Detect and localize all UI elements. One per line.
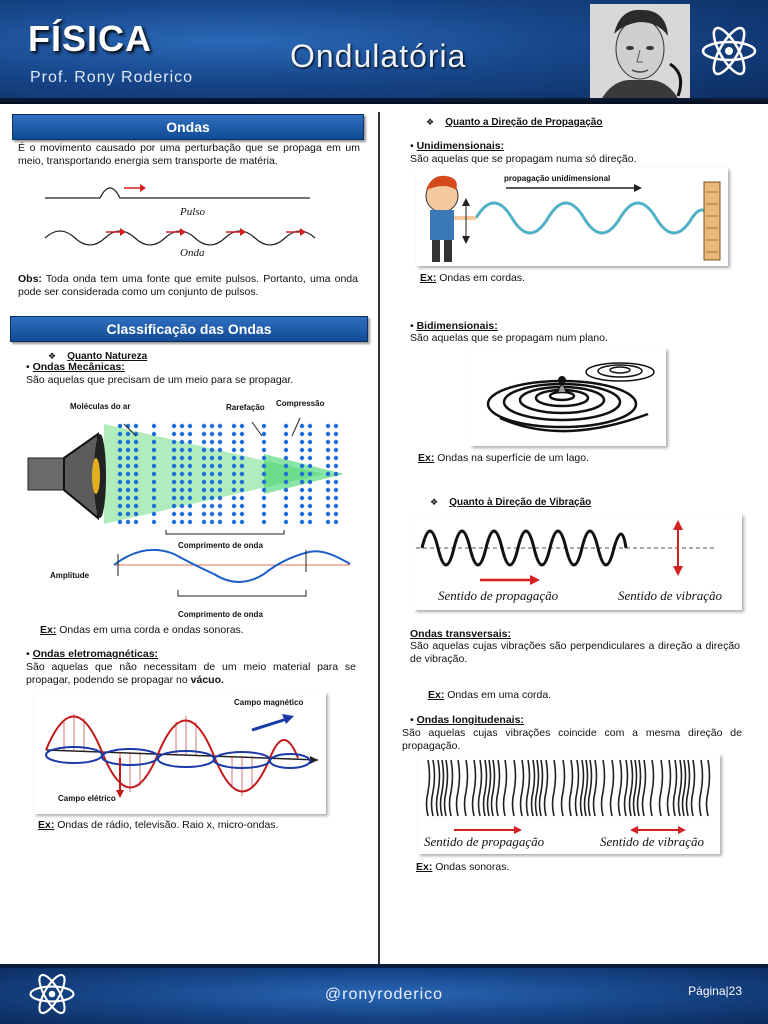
- sound-wave-diagram: [24, 394, 360, 614]
- eletro-body: São aquelas que não necessitam de um meio material para se propagar, podendo se propagar no: [26, 661, 356, 686]
- label-sentido-propagacao: Sentido de propagação: [438, 588, 559, 603]
- uni-text: São aquelas que se propagam numa só direção.: [410, 153, 637, 165]
- quanto-direcao-vib-label: Quanto à Direção de Vibração: [449, 497, 592, 508]
- mecanicas-heading: • Ondas Mecânicas:: [26, 361, 125, 373]
- header-professor: Prof. Rony Roderico: [30, 69, 194, 86]
- ex-label: Ex:: [416, 861, 433, 873]
- ex-mecanicas-text: Ondas em uma corda e ondas sonoras.: [59, 624, 244, 636]
- obs-text: [18, 273, 358, 299]
- page-indicator: Página|23: [688, 984, 742, 998]
- longitudinais-text: São aquelas cujas vibrações coincide com a mesma direção de propagação.: [402, 727, 742, 752]
- quanto-direcao-vibracao-heading: ❖ Quanto à Direção de Vibração: [430, 497, 592, 508]
- uni-title: Unidimensionais:: [416, 140, 505, 152]
- transversais-text: São aquelas cujas vibrações são perpendiculares a direção a direção de vibração.: [410, 640, 740, 665]
- quanto-natureza-heading: ❖ Quanto Natureza: [48, 351, 148, 362]
- atom-icon: [700, 22, 758, 80]
- page-number: 23: [728, 984, 742, 998]
- social-handle: @ronyroderico: [324, 986, 444, 1003]
- label-comprimento-onda-2: Comprimento de onda: [178, 610, 263, 619]
- ex-eletro-text: Ondas de rádio, televisão. Raio x, micro-ondas.: [57, 819, 279, 831]
- ex-label: Ex:: [420, 272, 437, 284]
- ex-bi: [418, 452, 589, 465]
- ex-label: Ex:: [40, 624, 57, 636]
- label-amplitude: Amplitude: [50, 571, 90, 580]
- quanto-direcao-propagacao-heading: ❖ Quanto a Direção de Propagação: [426, 117, 603, 128]
- ex-transv-text: Ondas em uma corda.: [447, 689, 552, 701]
- ex-transv: [428, 689, 551, 702]
- ex-uni-text: Ondas em cordas.: [439, 272, 526, 284]
- bi-title: Bidimensionais:: [416, 320, 498, 332]
- label-sentido-vibracao: Sentido de vibração: [618, 588, 722, 603]
- ex-label: Ex:: [428, 689, 445, 701]
- eletro-title: Ondas eletromagnéticas:: [32, 648, 159, 660]
- ex-uni: [420, 272, 525, 285]
- intro-text: É o movimento causado por uma perturbação que se propaga em um meio, transportando energia sem transporte de matéria.: [18, 142, 360, 167]
- longitudinais-heading: • Ondas longitudenais:: [410, 714, 524, 726]
- column-divider: [378, 112, 380, 964]
- bi-text: São aquelas que se propagam num plano.: [410, 332, 608, 344]
- ex-bi-text: Ondas na superfície de um lago.: [437, 452, 590, 464]
- label-moleculas: Moléculas do ar: [70, 402, 131, 411]
- transversais-title: Ondas transversais:: [410, 628, 511, 640]
- ex-long-text: Ondas sonoras.: [435, 861, 510, 873]
- section-banner-classificacao: Classificação das Ondas: [10, 316, 368, 342]
- label-sentido-vibracao-2: Sentido de vibração: [600, 834, 704, 849]
- pulse-label: Pulso: [180, 206, 206, 218]
- page-label: Página: [688, 984, 726, 998]
- quanto-natureza-label: Quanto Natureza: [67, 351, 148, 362]
- bi-heading: • Bidimensionais:: [410, 320, 498, 332]
- ex-eletro: [38, 819, 278, 832]
- label-sentido-propagacao-2: Sentido de propagação: [424, 834, 545, 849]
- label-campo-eletrico: Campo elétrico: [58, 794, 116, 803]
- professor-portrait: [590, 4, 690, 102]
- ex-long: [416, 861, 509, 874]
- header-subject: Ondulatória: [290, 38, 467, 74]
- uni-heading: • Unidimensionais:: [410, 140, 505, 152]
- ex-mecanicas: [40, 624, 244, 637]
- page-footer: [0, 964, 768, 1024]
- eletro-vacuo: vácuo.: [190, 674, 224, 686]
- ex-label: Ex:: [38, 819, 55, 831]
- mecanicas-title: Ondas Mecânicas:: [32, 361, 125, 373]
- eletro-text: [26, 661, 356, 687]
- label-compressao: Compressão: [276, 399, 325, 408]
- quanto-direcao-prop-label: Quanto a Direção de Propagação: [445, 117, 603, 128]
- header-title: FÍSICA: [28, 18, 153, 59]
- label-comprimento-onda-1: Comprimento de onda: [178, 541, 263, 550]
- bidimensional-diagram: [470, 348, 666, 446]
- wave-label: Onda: [180, 247, 205, 259]
- longitudinais-title: Ondas longitudenais:: [416, 714, 524, 726]
- page-header: [0, 0, 768, 104]
- obs-label: Obs:: [18, 273, 42, 285]
- ex-label: Ex:: [418, 452, 435, 464]
- obs-body: Toda onda tem uma fonte que emite pulsos. Portanto, uma onda pode ser considerada como um conjunto de pulsos.: [18, 273, 358, 298]
- label-campo-magnetico: Campo magnético: [234, 698, 304, 707]
- label-propagacao-unidimensional: propagação unidimensional: [504, 174, 611, 183]
- section-banner-ondas: Ondas: [12, 114, 364, 140]
- mecanicas-text: São aquelas que precisam de um meio para se propagar.: [26, 374, 294, 386]
- label-rarefacao: Rarefação: [226, 403, 265, 412]
- eletro-heading: • Ondas eletromagnéticas:: [26, 648, 159, 660]
